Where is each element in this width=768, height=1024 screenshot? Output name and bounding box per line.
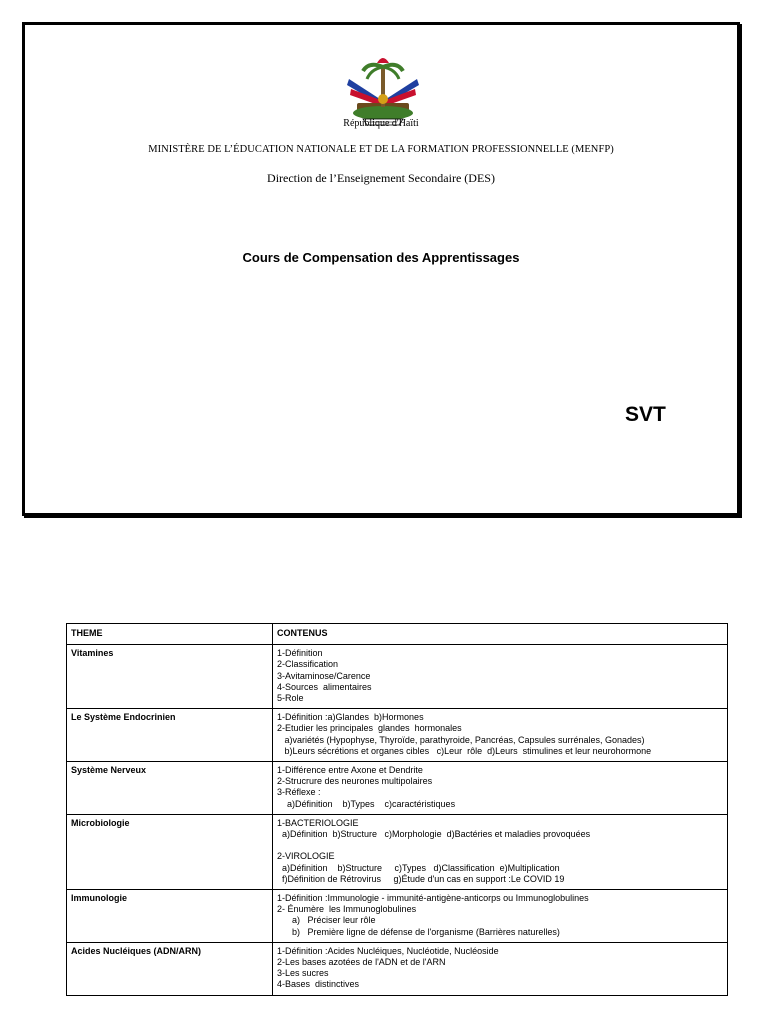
content-line: b)Leurs sécrétions et organes cibles c)Leur rôle d)Leurs stimulines et leur neurohormone bbox=[277, 745, 652, 756]
content-line: a) Préciser leur rôle bbox=[277, 915, 376, 926]
content-line: 1-Différence entre Axone et Dendrite bbox=[277, 765, 423, 776]
syllabus-table bbox=[66, 623, 728, 996]
table-row bbox=[67, 645, 728, 709]
content-line: 1-BACTERIOLOGIE bbox=[277, 817, 359, 828]
table-row bbox=[67, 942, 728, 995]
table-header-row bbox=[67, 624, 728, 645]
contents-cell bbox=[273, 645, 728, 709]
content-line: f)Définition de Rétrovirus g)Étude d'un cas en support :Le COVID 19 bbox=[277, 873, 565, 884]
content-line: 3-Réflexe : bbox=[277, 787, 321, 798]
content-line: 1-Définition :a)Glandes b)Hormones bbox=[277, 712, 424, 723]
content-line: a)variétés (Hypophyse, Thyroïde, parathyroide, Pancréas, Capsules surrénales, Gonades) bbox=[277, 734, 645, 745]
table-row bbox=[67, 814, 728, 889]
content-line: 1-Définition :Immunologie - immunité-antigène-anticorps ou Immunoglobulines bbox=[277, 893, 589, 904]
content-line: 3-Avitaminose/Carence bbox=[277, 670, 371, 681]
blank-line bbox=[277, 840, 723, 851]
haiti-coat-of-arms-icon bbox=[341, 49, 425, 127]
content-line: 2-Etudier les principales glandes hormonales bbox=[277, 723, 462, 734]
table-row bbox=[67, 890, 728, 943]
content-line: 2-Classification bbox=[277, 659, 339, 670]
content-line: 2-Strucrure des neurones multipolaires bbox=[277, 776, 433, 787]
ministry-title: MINISTÈRE DE L’ÉDUCATION NATIONALE ET DE LA FORMATION PROFESSIONNELLE (MENFP) bbox=[148, 144, 614, 155]
content-line: 4-Sources alimentaires bbox=[277, 681, 372, 692]
table-row bbox=[67, 762, 728, 815]
subject-label: SVT bbox=[625, 403, 666, 426]
direction-title: Direction de l’Enseignement Secondaire (DES) bbox=[267, 171, 495, 185]
theme-cell: Microbiologie bbox=[67, 814, 273, 889]
cover-page bbox=[22, 22, 740, 516]
theme-cell: Vitamines bbox=[67, 645, 273, 709]
theme-cell: Le Système Endocrinien bbox=[67, 709, 273, 762]
content-line: 2-Les bases azotées de l'ADN et de l'ARN bbox=[277, 957, 446, 968]
contents-cell bbox=[273, 814, 728, 889]
content-line: b) Première ligne de défense de l'organisme (Barrières naturelles) bbox=[277, 926, 560, 937]
content-line: 2-VIROLOGIE bbox=[277, 851, 335, 862]
contents-cell bbox=[273, 890, 728, 943]
contents-cell bbox=[273, 762, 728, 815]
theme-cell: Immunologie bbox=[67, 890, 273, 943]
content-line: 1-Définition :Acides Nucléiques, Nucléotide, Nucléoside bbox=[277, 945, 499, 956]
table-row bbox=[67, 709, 728, 762]
theme-column-header: THEME bbox=[67, 624, 273, 645]
theme-cell: Système Nerveux bbox=[67, 762, 273, 815]
content-line: 2- Énumère les Immunoglobulines bbox=[277, 904, 417, 915]
content-line: 4-Bases distinctives bbox=[277, 979, 360, 990]
republic-label: République d'Haïti bbox=[343, 118, 419, 129]
contents-cell bbox=[273, 709, 728, 762]
content-line: 1-Définition bbox=[277, 648, 323, 659]
content-line: a)Définition b)Types c)caractéristiques bbox=[277, 798, 456, 809]
content-line: 5-Role bbox=[277, 693, 304, 704]
course-title: Cours de Compensation des Apprentissages bbox=[242, 250, 520, 265]
content-line: a)Définition b)Structure c)Morphologie d)Bactéries et maladies provoquées bbox=[277, 829, 591, 840]
content-line: 3-Les sucres bbox=[277, 968, 329, 979]
content-line: a)Définition b)Structure c)Types d)Classification e)Multiplication bbox=[277, 862, 560, 873]
contents-cell bbox=[273, 942, 728, 995]
contents-column-header: CONTENUS bbox=[273, 624, 728, 645]
theme-cell: Acides Nucléiques (ADN/ARN) bbox=[67, 942, 273, 995]
